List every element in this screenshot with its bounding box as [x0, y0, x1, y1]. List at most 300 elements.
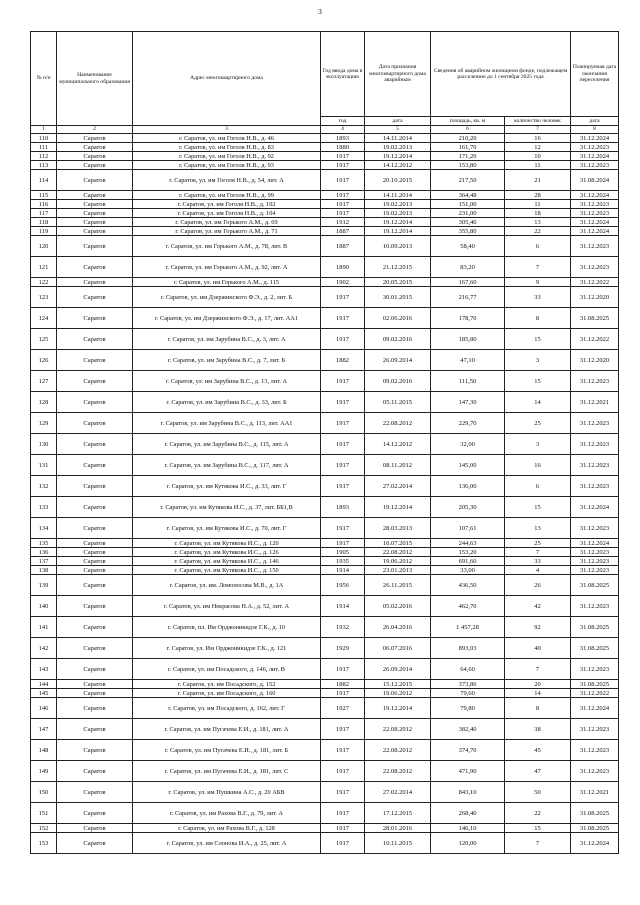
planned-date-cell: 31.12.2024	[571, 227, 619, 236]
people-count-cell: 42	[505, 596, 571, 617]
municipality-cell: Саратов	[57, 392, 133, 413]
planned-date-cell: 31.08.2024	[571, 170, 619, 191]
area-cell: 136,00	[431, 476, 505, 497]
row-number-cell: 126	[31, 350, 57, 371]
municipality-cell: Саратов	[57, 287, 133, 308]
table-row	[31, 392, 619, 413]
subheader-year: год	[321, 117, 365, 126]
people-count-cell: 15	[505, 497, 571, 518]
row-number-cell: 135	[31, 539, 57, 548]
row-number-cell: 120	[31, 236, 57, 257]
year-cell: 1935	[321, 557, 365, 566]
table-row	[31, 719, 619, 740]
area-cell: 33,00	[431, 566, 505, 575]
address-cell: г. Саратов, ул. им Горького А.М., д. 78, лит. В	[133, 236, 321, 257]
table-row	[31, 575, 619, 596]
row-number-cell: 145	[31, 689, 57, 698]
address-cell: г. Саратов, ул. Им Орджоникидзе Г.К., д. 121	[133, 638, 321, 659]
date-recognized-cell: 19.12.2014	[365, 698, 431, 719]
row-number-cell: 117	[31, 209, 57, 218]
year-cell: 1917	[321, 287, 365, 308]
planned-date-cell: 31.12.2024	[571, 191, 619, 200]
row-number-cell: 122	[31, 278, 57, 287]
address-cell: г. Саратов, ул. им Кутякова И.С., д. 37, лит. ББ1,В	[133, 497, 321, 518]
table-row	[31, 236, 619, 257]
area-cell: 32,00	[431, 434, 505, 455]
date-recognized-cell: 23.01.2013	[365, 566, 431, 575]
people-count-cell: 22	[505, 803, 571, 824]
people-count-cell: 18	[505, 209, 571, 218]
page-number: 3	[318, 7, 322, 16]
planned-date-cell: 31.12.2022	[571, 278, 619, 287]
subheader-area: площадь, кв. м	[431, 117, 505, 126]
address-cell: г. Саратов, ул. им Дзержинского Ф.Э., д. 17, лит. АА1	[133, 308, 321, 329]
area-cell: 305,40	[431, 218, 505, 227]
date-recognized-cell: 20.10.2015	[365, 170, 431, 191]
people-count-cell: 16	[505, 134, 571, 143]
municipality-cell: Саратов	[57, 218, 133, 227]
address-cell: г. Саратов, ул. им Рахова В.Г., д. 128	[133, 824, 321, 833]
area-cell: 47,10	[431, 350, 505, 371]
municipality-cell: Саратов	[57, 518, 133, 539]
year-cell: 1917	[321, 833, 365, 854]
date-recognized-cell: 22.08.2012	[365, 719, 431, 740]
row-number-cell: 134	[31, 518, 57, 539]
people-count-cell: 8	[505, 308, 571, 329]
area-cell: 58,40	[431, 236, 505, 257]
year-cell: 1890	[321, 257, 365, 278]
people-count-cell: 28	[505, 191, 571, 200]
year-cell: 1917	[321, 740, 365, 761]
people-count-cell: 22	[505, 227, 571, 236]
municipality-cell: Саратов	[57, 548, 133, 557]
municipality-cell: Саратов	[57, 329, 133, 350]
people-count-cell: 12	[505, 143, 571, 152]
planned-date-cell: 31.12.2023	[571, 659, 619, 680]
area-cell: 471,90	[431, 761, 505, 782]
table-row	[31, 329, 619, 350]
people-count-cell: 7	[505, 257, 571, 278]
date-recognized-cell: 19.12.2014	[365, 218, 431, 227]
date-recognized-cell: 19.12.2014	[365, 152, 431, 161]
date-recognized-cell: 14.12.2012	[365, 434, 431, 455]
people-count-cell: 3	[505, 350, 571, 371]
municipality-cell: Саратов	[57, 659, 133, 680]
municipality-cell: Саратов	[57, 209, 133, 218]
address-cell: г. Саратов, ул. им Кутякова И.С., д. 126	[133, 548, 321, 557]
municipality-cell: Саратов	[57, 824, 133, 833]
table-row	[31, 659, 619, 680]
year-cell: 1914	[321, 596, 365, 617]
year-cell: 1887	[321, 236, 365, 257]
planned-date-cell: 31.08.2025	[571, 617, 619, 638]
address-cell: г. Саратов, ул. им Горького А.М., д. 92, лит. А	[133, 257, 321, 278]
area-cell: 146,10	[431, 824, 505, 833]
municipality-cell: Саратов	[57, 557, 133, 566]
row-number-cell: 112	[31, 152, 57, 161]
people-count-cell: 25	[505, 413, 571, 434]
address-cell: г. Саратов, ул. им Горького А.М., д. 115	[133, 278, 321, 287]
table-row	[31, 680, 619, 689]
row-number-cell: 128	[31, 392, 57, 413]
date-recognized-cell: 17.12.2015	[365, 803, 431, 824]
table-row	[31, 782, 619, 803]
address-cell: г. Саратов, ул. им Некрасова Н.А., д. 52, лит. А	[133, 596, 321, 617]
address-cell: г. Саратов, пл. Им Орджоникидзе Г.К., д. 10	[133, 617, 321, 638]
planned-date-cell: 31.08.2025	[571, 824, 619, 833]
area-cell: 79,60	[431, 689, 505, 698]
date-recognized-cell: 27.02.2014	[365, 782, 431, 803]
people-count-cell: 4	[505, 566, 571, 575]
year-cell: 1917	[321, 161, 365, 170]
municipality-cell: Саратов	[57, 308, 133, 329]
area-cell: 107,61	[431, 518, 505, 539]
people-count-cell: 15	[505, 824, 571, 833]
area-cell: 161,70	[431, 143, 505, 152]
people-count-cell: 45	[505, 740, 571, 761]
address-cell: г. Саратов, ул. им Гоголя Н.В., д. 99	[133, 191, 321, 200]
date-recognized-cell: 22.08.2012	[365, 413, 431, 434]
date-recognized-cell: 26.09.2014	[365, 350, 431, 371]
year-cell: 1912	[321, 218, 365, 227]
area-cell: 120,00	[431, 833, 505, 854]
planned-date-cell: 31.12.2023	[571, 566, 619, 575]
date-recognized-cell: 19.02.2013	[365, 143, 431, 152]
date-recognized-cell: 30.01.2015	[365, 287, 431, 308]
date-recognized-cell: 22.08.2012	[365, 548, 431, 557]
people-count-cell: 47	[505, 761, 571, 782]
area-cell: 268,40	[431, 803, 505, 824]
people-count-cell: 6	[505, 236, 571, 257]
planned-date-cell: 31.12.2023	[571, 548, 619, 557]
municipality-cell: Саратов	[57, 278, 133, 287]
people-count-cell: 13	[505, 218, 571, 227]
area-cell: 893,03	[431, 638, 505, 659]
row-number-cell: 139	[31, 575, 57, 596]
row-number-cell: 148	[31, 740, 57, 761]
area-cell: 151,00	[431, 200, 505, 209]
row-number-cell: 124	[31, 308, 57, 329]
date-recognized-cell: 14.11.2014	[365, 191, 431, 200]
area-cell: 79,80	[431, 698, 505, 719]
table-row	[31, 566, 619, 575]
year-cell: 1880	[321, 143, 365, 152]
table-row	[31, 476, 619, 497]
area-cell: 436,50	[431, 575, 505, 596]
address-cell: г. Саратов, ул. им Пугачева Е.И., д. 181, лит. А	[133, 719, 321, 740]
date-recognized-cell: 19.06.2012	[365, 557, 431, 566]
address-cell: г. Саратов, ул. им Кутякова И.С., д. 33, лит. Г	[133, 476, 321, 497]
date-recognized-cell: 21.12.2015	[365, 257, 431, 278]
col-number: 1	[31, 126, 57, 134]
date-recognized-cell: 26.04.2016	[365, 617, 431, 638]
row-number-cell: 140	[31, 596, 57, 617]
municipality-cell: Саратов	[57, 680, 133, 689]
date-recognized-cell: 15.12.2015	[365, 680, 431, 689]
planned-date-cell: 31.12.2023	[571, 761, 619, 782]
row-number-cell: 115	[31, 191, 57, 200]
year-cell: 1914	[321, 566, 365, 575]
table-row	[31, 518, 619, 539]
area-cell: 462,70	[431, 596, 505, 617]
table-row	[31, 740, 619, 761]
planned-date-cell: 31.12.2023	[571, 518, 619, 539]
planned-date-cell: 31.12.2020	[571, 350, 619, 371]
address-cell: г. Саратов, ул. им Пушкина А.С., д. 20 АБВ	[133, 782, 321, 803]
date-recognized-cell: 09.02.2016	[365, 329, 431, 350]
municipality-cell: Саратов	[57, 170, 133, 191]
row-number-cell: 147	[31, 719, 57, 740]
planned-date-cell: 31.12.2022	[571, 329, 619, 350]
address-cell: г. Саратов, ул. им Гоголя Н.В., д. 93	[133, 161, 321, 170]
planned-date-cell: 31.12.2023	[571, 557, 619, 566]
header-fund-info: Сведения об аварийном жилищном фонде, подлежащем расселению до 1 сентября 2025 года	[431, 32, 571, 117]
table-row	[31, 371, 619, 392]
planned-date-cell: 31.12.2023	[571, 161, 619, 170]
date-recognized-cell: 14.12.2012	[365, 161, 431, 170]
people-count-cell: 33	[505, 557, 571, 566]
table-row	[31, 539, 619, 548]
table-row	[31, 698, 619, 719]
area-cell: 167,60	[431, 278, 505, 287]
planned-date-cell: 31.12.2024	[571, 833, 619, 854]
table-row	[31, 191, 619, 200]
people-count-cell: 40	[505, 638, 571, 659]
address-cell: г. Саратов, ул. им Гоголя Н.В., д. 46	[133, 134, 321, 143]
date-recognized-cell: 19.02.2013	[365, 200, 431, 209]
municipality-cell: Саратов	[57, 143, 133, 152]
row-number-cell: 125	[31, 329, 57, 350]
header-municipality: Наименование муниципального образования	[57, 32, 133, 126]
people-count-cell: 15	[505, 329, 571, 350]
area-cell: 145,00	[431, 455, 505, 476]
municipality-cell: Саратов	[57, 761, 133, 782]
date-recognized-cell: 05.02.2016	[365, 596, 431, 617]
address-cell: г. Саратов, ул. им Горького А.М., д. 69	[133, 218, 321, 227]
people-count-cell: 16	[505, 455, 571, 476]
year-cell: 1917	[321, 413, 365, 434]
row-number-cell: 141	[31, 617, 57, 638]
year-cell: 1905	[321, 548, 365, 557]
date-recognized-cell: 10.11.2015	[365, 833, 431, 854]
table-row	[31, 170, 619, 191]
municipality-cell: Саратов	[57, 476, 133, 497]
year-cell: 1893	[321, 134, 365, 143]
address-cell: г. Саратов, ул. им Зарубина В.С., д. 117, лит. А	[133, 455, 321, 476]
year-cell: 1917	[321, 170, 365, 191]
people-count-cell: 21	[505, 170, 571, 191]
municipality-cell: Саратов	[57, 497, 133, 518]
municipality-cell: Саратов	[57, 227, 133, 236]
area-cell: 244,63	[431, 539, 505, 548]
address-cell: г. Саратов, ул. им Зарубина В.С., д. 115, лит. А	[133, 434, 321, 455]
year-cell: 1893	[321, 497, 365, 518]
row-number-cell: 136	[31, 548, 57, 557]
municipality-cell: Саратов	[57, 833, 133, 854]
row-number-cell: 144	[31, 680, 57, 689]
address-cell: г. Саратов, ул. им Пугачева Е.И., д. 181, лит. С	[133, 761, 321, 782]
row-number-cell: 132	[31, 476, 57, 497]
year-cell: 1917	[321, 329, 365, 350]
area-cell: 64,60	[431, 659, 505, 680]
address-cell: г. Саратов, ул. им Посадского, д. 152	[133, 680, 321, 689]
people-count-cell: 8	[505, 698, 571, 719]
table-row	[31, 257, 619, 278]
planned-date-cell: 31.12.2024	[571, 134, 619, 143]
planned-date-cell: 31.08.2025	[571, 575, 619, 596]
row-number-cell: 138	[31, 566, 57, 575]
year-cell: 1917	[321, 689, 365, 698]
planned-date-cell: 31.12.2023	[571, 596, 619, 617]
date-recognized-cell: 26.09.2014	[365, 659, 431, 680]
municipality-cell: Саратов	[57, 371, 133, 392]
housing-register-table	[30, 31, 619, 854]
address-cell: г. Саратов, ул. им Зарубина В.С., д. 13, лит. А	[133, 371, 321, 392]
row-number-cell: 142	[31, 638, 57, 659]
municipality-cell: Саратов	[57, 740, 133, 761]
table-row	[31, 596, 619, 617]
people-count-cell: 33	[505, 287, 571, 308]
year-cell: 1917	[321, 659, 365, 680]
col-number: 2	[57, 126, 133, 134]
row-number-cell: 151	[31, 803, 57, 824]
row-number-cell: 129	[31, 413, 57, 434]
table-row	[31, 638, 619, 659]
municipality-cell: Саратов	[57, 782, 133, 803]
planned-date-cell: 31.12.2023	[571, 200, 619, 209]
people-count-cell: 9	[505, 278, 571, 287]
row-number-cell: 131	[31, 455, 57, 476]
table-row	[31, 308, 619, 329]
municipality-cell: Саратов	[57, 455, 133, 476]
municipality-cell: Саратов	[57, 638, 133, 659]
area-cell: 364,48	[431, 191, 505, 200]
area-cell: 843,10	[431, 782, 505, 803]
row-number-cell: 114	[31, 170, 57, 191]
table-row	[31, 218, 619, 227]
year-cell: 1917	[321, 200, 365, 209]
date-recognized-cell: 28.01.2016	[365, 824, 431, 833]
date-recognized-cell: 26.11.2015	[365, 575, 431, 596]
area-cell: 382,40	[431, 719, 505, 740]
municipality-cell: Саратов	[57, 434, 133, 455]
table-row	[31, 134, 619, 143]
table-row	[31, 209, 619, 218]
planned-date-cell: 31.12.2023	[571, 236, 619, 257]
area-cell: 374,70	[431, 740, 505, 761]
municipality-cell: Саратов	[57, 596, 133, 617]
year-cell: 1917	[321, 719, 365, 740]
address-cell: г. Саратов, ул. им Кутякова И.С., д. 146	[133, 557, 321, 566]
date-recognized-cell: 05.11.2015	[365, 392, 431, 413]
people-count-cell: 7	[505, 833, 571, 854]
planned-date-cell: 31.12.2023	[571, 476, 619, 497]
address-cell: г. Саратов, ул. им Зарубина В.С., д. 33, лит. Б	[133, 392, 321, 413]
address-cell: г. Саратов, ул. им Гоголя Н.В., д. 102	[133, 200, 321, 209]
date-recognized-cell: 19.02.2013	[365, 209, 431, 218]
area-cell: 111,50	[431, 371, 505, 392]
address-cell: г. Саратов, ул. им Рахова В.Г., д. 79, лит. А	[133, 803, 321, 824]
col-number: 7	[505, 126, 571, 134]
municipality-cell: Саратов	[57, 617, 133, 638]
planned-date-cell: 31.12.2024	[571, 152, 619, 161]
year-cell: 1917	[321, 209, 365, 218]
year-cell: 1917	[321, 803, 365, 824]
year-cell: 1917	[321, 518, 365, 539]
planned-date-cell: 31.08.2025	[571, 638, 619, 659]
planned-date-cell: 31.12.2023	[571, 455, 619, 476]
municipality-cell: Саратов	[57, 803, 133, 824]
header-date-recognized: Дата признания многоквартирного дома аварийным	[365, 32, 431, 117]
table-row	[31, 278, 619, 287]
year-cell: 1882	[321, 350, 365, 371]
year-cell: 1917	[321, 191, 365, 200]
row-number-cell: 130	[31, 434, 57, 455]
date-recognized-cell: 02.06.2016	[365, 308, 431, 329]
table-row	[31, 161, 619, 170]
year-cell: 1917	[321, 782, 365, 803]
table-row	[31, 152, 619, 161]
area-cell: 83,20	[431, 257, 505, 278]
area-cell: 691,60	[431, 557, 505, 566]
table-row	[31, 689, 619, 698]
area-cell: 210,20	[431, 134, 505, 143]
address-cell: г. Саратов, ул. им Посадского, д. 160	[133, 689, 321, 698]
table-row	[31, 803, 619, 824]
date-recognized-cell: 06.07.2016	[365, 638, 431, 659]
address-cell: г. Саратов, ул. им Зарубина В.С., д. 3, лит. А	[133, 329, 321, 350]
planned-date-cell: 31.12.2024	[571, 698, 619, 719]
address-cell: г. Саратов, ул. им Кутякова И.С., д. 150	[133, 566, 321, 575]
people-count-cell: 14	[505, 392, 571, 413]
planned-date-cell: 31.12.2020	[571, 287, 619, 308]
col-number: 3	[133, 126, 321, 134]
area-cell: 171,20	[431, 152, 505, 161]
people-count-cell: 38	[505, 719, 571, 740]
date-recognized-cell: 27.02.2014	[365, 476, 431, 497]
area-cell: 355,80	[431, 227, 505, 236]
year-cell: 1917	[321, 152, 365, 161]
address-cell: г. Саратов, ул. им Дзержинского Ф.Э., д. 2, лит. Б	[133, 287, 321, 308]
table-row	[31, 557, 619, 566]
subheader-people: количество человек	[505, 117, 571, 126]
address-cell: г. Саратов, ул. им Горького А.М., д. 71	[133, 227, 321, 236]
municipality-cell: Саратов	[57, 566, 133, 575]
table-row	[31, 497, 619, 518]
row-number-cell: 153	[31, 833, 57, 854]
year-cell: 1917	[321, 539, 365, 548]
date-recognized-cell: 10.07.2015	[365, 539, 431, 548]
area-cell: 178,70	[431, 308, 505, 329]
year-cell: 1917	[321, 308, 365, 329]
col-number: 8	[571, 126, 619, 134]
year-cell: 1917	[321, 434, 365, 455]
year-cell: 1887	[321, 227, 365, 236]
address-cell: г. Саратов, ул. им Пугачева Е.И., д. 181, лит. Б	[133, 740, 321, 761]
date-recognized-cell: 19.06.2012	[365, 689, 431, 698]
header-num: № п/п	[31, 32, 57, 126]
row-number-cell: 149	[31, 761, 57, 782]
people-count-cell: 13	[505, 518, 571, 539]
date-recognized-cell: 20.05.2015	[365, 278, 431, 287]
date-recognized-cell: 14.11.2014	[365, 134, 431, 143]
people-count-cell: 20	[505, 680, 571, 689]
year-cell: 1927	[321, 698, 365, 719]
date-recognized-cell: 22.08.2012	[365, 740, 431, 761]
table-row	[31, 143, 619, 152]
municipality-cell: Саратов	[57, 257, 133, 278]
table-row	[31, 455, 619, 476]
